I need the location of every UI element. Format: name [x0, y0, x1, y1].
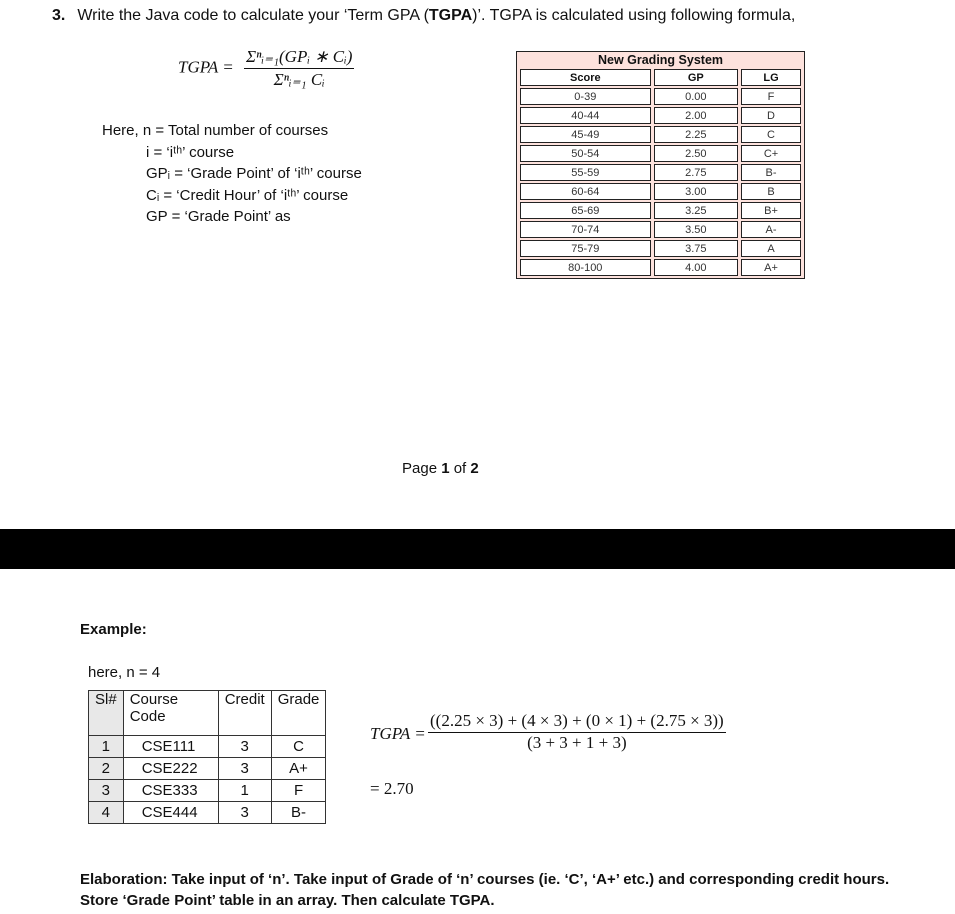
definition-line: GPᵢ = ‘Grade Point’ of ‘iᵗʰ’ course	[146, 165, 362, 182]
question-text-before: Write the Java code to calculate your ‘Term GPA (	[77, 7, 429, 24]
definition-line: GP = ‘Grade Point’ as	[146, 208, 291, 225]
grading-header-cell: GP	[654, 69, 738, 86]
page-current: 1	[441, 460, 450, 477]
example-calc-fraction	[428, 711, 726, 753]
formula-denominator: Σⁿᵢ₌₁ Cᵢ	[273, 70, 325, 89]
grading-header-cell: LG	[741, 69, 801, 86]
grading-cell: A	[741, 240, 801, 257]
grading-cell: 2.00	[654, 107, 738, 124]
page-prefix: Page	[402, 460, 442, 477]
question-text-after: )’. TGPA is calculated using following formula,	[472, 7, 796, 24]
course-cell: CSE333	[123, 780, 218, 802]
grading-row	[520, 164, 801, 181]
question-number: 3.	[52, 7, 66, 24]
course-cell: 4	[89, 802, 124, 824]
grading-cell: F	[741, 88, 801, 105]
course-cell: CSE222	[123, 758, 218, 780]
page-edge	[941, 0, 955, 529]
grading-cell: 75-79	[520, 240, 651, 257]
elaboration-text: Elaboration: Take input of ‘n’. Take input of Grade of ‘n’ courses (ie. ‘C’, ‘A+’ etc.) and corresponding credit hours. Store ‘Grade Point’ table in an array. Then calculate TGPA.	[80, 871, 890, 909]
grading-cell: 60-64	[520, 183, 651, 200]
grading-cell: C	[741, 126, 801, 143]
grading-cell: 3.50	[654, 221, 738, 238]
course-cell: B-	[271, 802, 326, 824]
grading-cell: 3.25	[654, 202, 738, 219]
question-title	[52, 7, 795, 25]
example-n-line: here, n = 4	[88, 664, 161, 681]
course-cell: 3	[89, 780, 124, 802]
course-cell: 3	[218, 758, 271, 780]
course-table	[88, 690, 326, 824]
grading-row	[520, 259, 801, 276]
tgpa-formula	[178, 47, 354, 90]
example-label: Example:	[80, 621, 147, 638]
course-row	[89, 736, 326, 758]
formula-lhs: TGPA =	[178, 57, 234, 77]
grading-cell: 80-100	[520, 259, 651, 276]
page-number	[402, 460, 479, 477]
page-separator: of	[449, 460, 471, 477]
example-result: = 2.70	[370, 779, 414, 798]
grading-cell: 2.25	[654, 126, 738, 143]
course-cell: CSE444	[123, 802, 218, 824]
grading-cell: 40-44	[520, 107, 651, 124]
grading-cell: B+	[741, 202, 801, 219]
grading-cell: 3.00	[654, 183, 738, 200]
course-row	[89, 758, 326, 780]
course-cell: 3	[218, 736, 271, 758]
course-header-cell: Credit	[218, 691, 271, 736]
course-cell: 3	[218, 802, 271, 824]
page-break-band	[0, 529, 955, 569]
grading-cell: A+	[741, 259, 801, 276]
grading-cell: 0-39	[520, 88, 651, 105]
course-cell: A+	[271, 758, 326, 780]
definition-line: i = ‘iᵗʰ’ course	[146, 143, 235, 161]
course-header-cell: Grade	[271, 691, 326, 736]
grading-cell: 0.00	[654, 88, 738, 105]
grading-cell: C+	[741, 145, 801, 162]
grading-cell: 2.75	[654, 164, 738, 181]
definitions	[102, 120, 362, 228]
grading-row	[520, 107, 801, 124]
course-cell: F	[271, 780, 326, 802]
question-text-bold: TGPA	[428, 7, 473, 24]
grading-row	[520, 183, 801, 200]
grading-cell: 3.75	[654, 240, 738, 257]
grading-row	[520, 88, 801, 105]
grading-header-cell: Score	[520, 69, 651, 86]
grading-cell: A-	[741, 221, 801, 238]
example-tgpa-lhs: TGPA =	[370, 724, 426, 743]
grading-cell: 70-74	[520, 221, 651, 238]
grading-table-title: New Grading System	[597, 53, 724, 67]
formula-fraction	[244, 47, 354, 90]
course-row	[89, 780, 326, 802]
page-total: 2	[470, 460, 479, 477]
grading-table	[516, 51, 805, 279]
formula-numerator: Σⁿᵢ₌₁(GPᵢ ∗ Cᵢ)	[244, 47, 354, 69]
grading-cell: 50-54	[520, 145, 651, 162]
grading-row	[520, 202, 801, 219]
course-cell: 1	[89, 736, 124, 758]
grading-cell: B	[741, 183, 801, 200]
course-cell: CSE111	[123, 736, 218, 758]
definition-line: Cᵢ = ‘Credit Hour’ of ‘iᵗʰ’ course	[146, 186, 349, 204]
course-row	[89, 802, 326, 824]
course-header-cell: Sl#	[89, 691, 124, 736]
course-cell: 1	[218, 780, 271, 802]
grading-header-row	[520, 69, 801, 86]
course-header-cell: Course Code	[123, 691, 218, 736]
example-calc-numerator: ((2.25 × 3) + (4 × 3) + (0 × 1) + (2.75 × 3))	[428, 711, 726, 733]
grading-cell: 4.00	[654, 259, 738, 276]
grading-row	[520, 145, 801, 162]
grading-row	[520, 126, 801, 143]
grading-cell: 2.50	[654, 145, 738, 162]
definition-line: Here, n = Total number of courses	[102, 122, 329, 139]
course-cell: 2	[89, 758, 124, 780]
grading-cell: 65-69	[520, 202, 651, 219]
grading-row	[520, 221, 801, 238]
grading-cell: B-	[741, 164, 801, 181]
course-cell: C	[271, 736, 326, 758]
grading-row	[520, 240, 801, 257]
grading-cell: 55-59	[520, 164, 651, 181]
course-header-row	[89, 691, 326, 736]
example-calc-denominator: (3 + 3 + 1 + 3)	[527, 733, 627, 752]
grading-table-grid	[517, 67, 804, 278]
grading-cell: 45-49	[520, 126, 651, 143]
grading-cell: D	[741, 107, 801, 124]
